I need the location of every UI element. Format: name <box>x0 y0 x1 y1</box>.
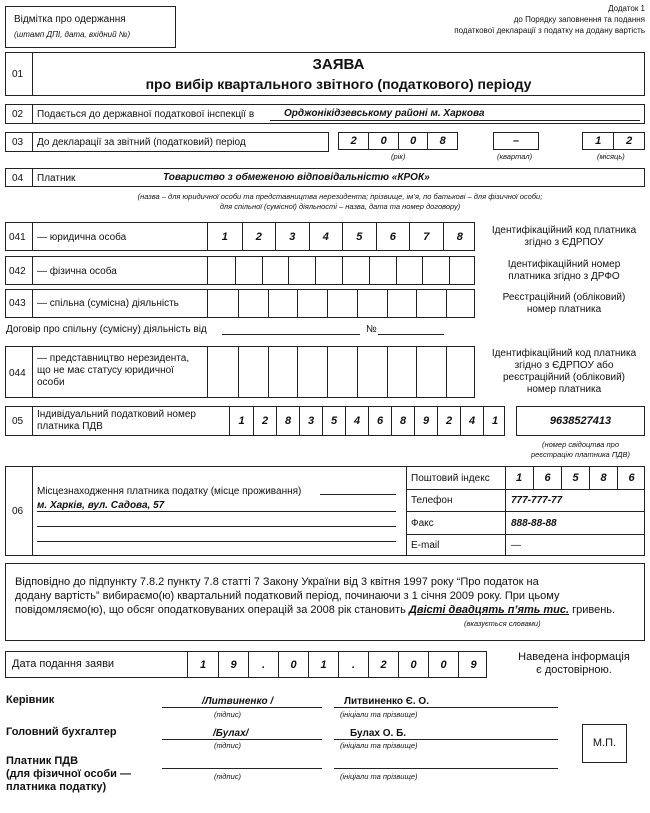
month-cells[interactable] <box>582 132 645 150</box>
vat-payer-label <box>6 755 131 794</box>
edrpou-cells[interactable] <box>207 222 476 251</box>
ipn-digit: 8 <box>391 406 414 436</box>
edrpou-digit: 6 <box>376 222 410 251</box>
ipn-digit: 1 <box>483 406 506 436</box>
caption-line: згідно з ЄДРПОУ або <box>514 360 614 371</box>
caption-line: платника згідно з ДРФО <box>508 271 620 282</box>
stamp-place: М.П. <box>582 724 627 763</box>
year-digit: 0 <box>368 133 398 149</box>
caption-line: Реєстраційний (обліковий) <box>502 292 626 303</box>
drfo-cells[interactable] <box>207 256 476 285</box>
row-number: 01 <box>12 69 24 80</box>
quarter-cell[interactable]: – <box>493 132 539 150</box>
postal-digit: 6 <box>617 466 645 489</box>
turnover-amount[interactable]: Двісті двадцять п’ять тис. <box>408 604 570 616</box>
label-line: платника податку) <box>6 781 107 793</box>
stamp-sub: (штамп ДПІ, дата, вхідний №) <box>14 30 131 39</box>
date-char: 0 <box>398 651 428 678</box>
amount-note: (вказується словами) <box>464 619 541 628</box>
note-line: реєстрацію платника ПДВ) <box>530 450 631 459</box>
payer-note-line: для спільної (сумісної) діяльності – назва, дата та номер договору) <box>219 202 461 211</box>
contract-no-label: № <box>366 324 377 335</box>
accountant-name[interactable]: Булах О. Б. <box>350 728 407 739</box>
ipn-digit: 8 <box>276 406 299 436</box>
date-char: 9 <box>458 651 488 678</box>
row-number: 06 <box>12 506 24 517</box>
statement-part: повідомляємо(ю), що обсяг оподатковуваних операцій за 2008 рік становить <box>15 604 406 616</box>
edrpou-digit: 7 <box>409 222 443 251</box>
payer-label: Платник <box>37 173 76 184</box>
addendum-line: податкової декларації з податку на додану вартість <box>454 26 645 35</box>
tax-office-label: Подається до державної податкової інспекції в <box>37 109 255 120</box>
head-signature[interactable]: /Литвиненко / <box>202 696 274 707</box>
caption-line: номер платника <box>526 304 602 315</box>
ipn-digit: 2 <box>253 406 276 436</box>
page-subtitle: про вибір квартального звітного (податкового) періоду <box>145 76 532 92</box>
statement-line: додану вартість” вибираємо(ю) квартальний податковий період, починаючи з 1 січня 2009 року. При цьому <box>15 590 560 602</box>
label-line: Індивідуальний податковий номер <box>37 409 196 420</box>
accountant-signature[interactable]: /Булах/ <box>213 728 249 739</box>
fax-label: Факс <box>411 518 434 529</box>
ipn-digit: 6 <box>368 406 391 436</box>
edrpou-digit: 8 <box>443 222 477 251</box>
caption-line: номер платника <box>526 384 602 395</box>
date-char: 2 <box>368 651 398 678</box>
addendum <box>454 3 645 36</box>
edrpou-digit: 4 <box>309 222 343 251</box>
month-caption: (місяць) <box>597 152 625 161</box>
date-cells[interactable] <box>187 651 488 678</box>
name-note: (ініціали та прізвище) <box>340 741 418 750</box>
edrpou-digit: 5 <box>342 222 376 251</box>
date-char: 0 <box>428 651 458 678</box>
row-number: 041 <box>9 232 26 243</box>
sign-note: (підпис) <box>214 772 241 781</box>
nonresident-label <box>37 353 189 389</box>
statement-part: гривень. <box>572 604 616 616</box>
stamp-title: Відмітка про одержання <box>14 14 126 25</box>
confirm-text <box>500 651 648 677</box>
ipn-digit: 4 <box>345 406 368 436</box>
edrpou-digit: 3 <box>275 222 309 251</box>
payer-note <box>60 192 620 212</box>
statement-text <box>15 575 643 617</box>
caption-line: реєстраційний (обліковий) <box>502 372 626 383</box>
label-line: що не має статусу юридичної <box>37 365 174 376</box>
drfo-caption <box>482 259 646 283</box>
year-digit: 0 <box>398 133 428 149</box>
ipn-digit: 2 <box>437 406 460 436</box>
vat-certificate-note <box>516 440 645 460</box>
statement-line: Відповідно до підпункту 7.8.2 пункту 7.8 статті 7 Закону України від 3 квітня 1997 року “Про податок на <box>15 576 539 588</box>
addendum-line: до Порядку заповнення та подання <box>513 15 645 24</box>
location-label: Місцезнаходження платника податку (місце проживання) <box>37 486 302 497</box>
email-label: E-mail <box>411 540 440 551</box>
row-number: 05 <box>12 416 24 427</box>
accountant-label: Головний бухгалтер <box>6 726 117 738</box>
edrpou-digit: 2 <box>242 222 276 251</box>
registration-cells[interactable] <box>207 289 476 318</box>
year-digit: 8 <box>427 133 457 149</box>
label-line: платника ПДВ <box>37 421 103 432</box>
head-label: Керівник <box>6 694 55 706</box>
postal-digit: 5 <box>561 466 589 489</box>
label-line: особи <box>37 377 65 388</box>
caption-line: Ідентифікаційний код платника <box>491 225 637 236</box>
year-cells[interactable] <box>338 132 458 150</box>
row-number: 02 <box>12 109 24 120</box>
edrpou-caption <box>482 225 646 249</box>
date-char: 9 <box>218 651 248 678</box>
caption-line: Ідентифікаційний номер <box>507 259 621 270</box>
year-digit: 2 <box>350 135 357 147</box>
phone-value[interactable]: 777-777-77 <box>511 495 563 506</box>
label-line: (для фізичної особи — <box>6 768 131 780</box>
joint-activity-label: — спільна (сумісна) діяльність <box>37 298 179 309</box>
sign-note: (підпис) <box>214 710 241 719</box>
date-label: Дата подання заяви <box>12 658 115 670</box>
date-char: . <box>338 651 368 678</box>
payer-value[interactable]: Товариство з обмеженою відповідальністю «КРОК» <box>163 172 430 183</box>
nonresident-caption <box>482 348 646 396</box>
note-line: (номер свідоцтва про <box>541 440 620 449</box>
page-title: ЗАЯВА <box>312 56 365 73</box>
tax-office-value[interactable]: Орджонікідзевському районі м. Харкова <box>284 108 485 119</box>
label-line: — представництво нерезидента, <box>37 353 190 364</box>
quarter-caption: (квартал) <box>497 152 533 161</box>
stamp-box <box>5 6 176 48</box>
confirm-line: є достовірною. <box>536 664 612 676</box>
label-line: Платник ПДВ <box>6 755 79 767</box>
date-char: 1 <box>308 651 338 678</box>
fax-value[interactable]: 888-88-88 <box>511 518 557 529</box>
period-label: До декларації за звітний (податковий) період <box>37 137 246 148</box>
payer-note-line: (назва – для юридичної особи та представництва нерезидента; прізвище, ім’я, по батькові – для фізичної особи; <box>137 192 543 201</box>
ipn-digit: 5 <box>322 406 345 436</box>
month-digit: 2 <box>613 133 644 149</box>
edrpou-digit: 1 <box>221 230 228 243</box>
phone-label: Телефон <box>411 495 453 506</box>
month-digit: 1 <box>595 135 602 147</box>
confirm-line: Наведена інформація <box>518 651 630 663</box>
row-number: 044 <box>9 368 26 379</box>
ipn-label <box>37 409 196 433</box>
ipn-cells[interactable] <box>229 406 506 436</box>
addendum-line: Додаток 1 <box>608 4 645 13</box>
row-number: 04 <box>12 173 24 184</box>
sign-note: (підпис) <box>214 741 241 750</box>
postal-label: Поштовий індекс <box>411 473 490 484</box>
email-value[interactable]: — <box>511 540 521 551</box>
year-caption: (рік) <box>391 152 406 161</box>
caption-line: згідно з ЄДРПОУ <box>524 237 604 248</box>
row-number: 042 <box>9 266 26 277</box>
name-note: (ініціали та прізвище) <box>340 772 418 781</box>
name-note: (ініціали та прізвище) <box>340 710 418 719</box>
address-value[interactable]: м. Харків, вул. Садова, 57 <box>37 500 165 511</box>
statement-line <box>15 603 643 617</box>
head-name[interactable]: Литвиненко Є. О. <box>344 696 429 707</box>
postal-digit: 8 <box>589 466 617 489</box>
postal-cells[interactable] <box>505 466 645 489</box>
date-char: 1 <box>199 658 207 671</box>
nonresident-cells[interactable] <box>207 346 476 398</box>
individual-label: — фізична особа <box>37 266 117 277</box>
caption-line: Ідентифікаційний код платника <box>491 348 637 359</box>
vat-certificate-number[interactable]: 9638527413 <box>516 406 645 436</box>
ipn-digit: 1 <box>238 415 245 427</box>
registration-caption <box>482 292 646 316</box>
postal-digit: 6 <box>533 466 561 489</box>
ipn-digit: 9 <box>414 406 437 436</box>
ipn-digit: 3 <box>299 406 322 436</box>
postal-digit: 1 <box>515 471 523 484</box>
ipn-digit: 4 <box>460 406 483 436</box>
date-char: . <box>248 651 278 678</box>
legal-entity-label: — юридична особа <box>37 232 127 243</box>
row-number: 03 <box>12 137 24 148</box>
row-number: 043 <box>9 298 26 309</box>
contract-label: Договір про спільну (сумісну) діяльність від <box>6 324 207 335</box>
date-char: 0 <box>278 651 308 678</box>
